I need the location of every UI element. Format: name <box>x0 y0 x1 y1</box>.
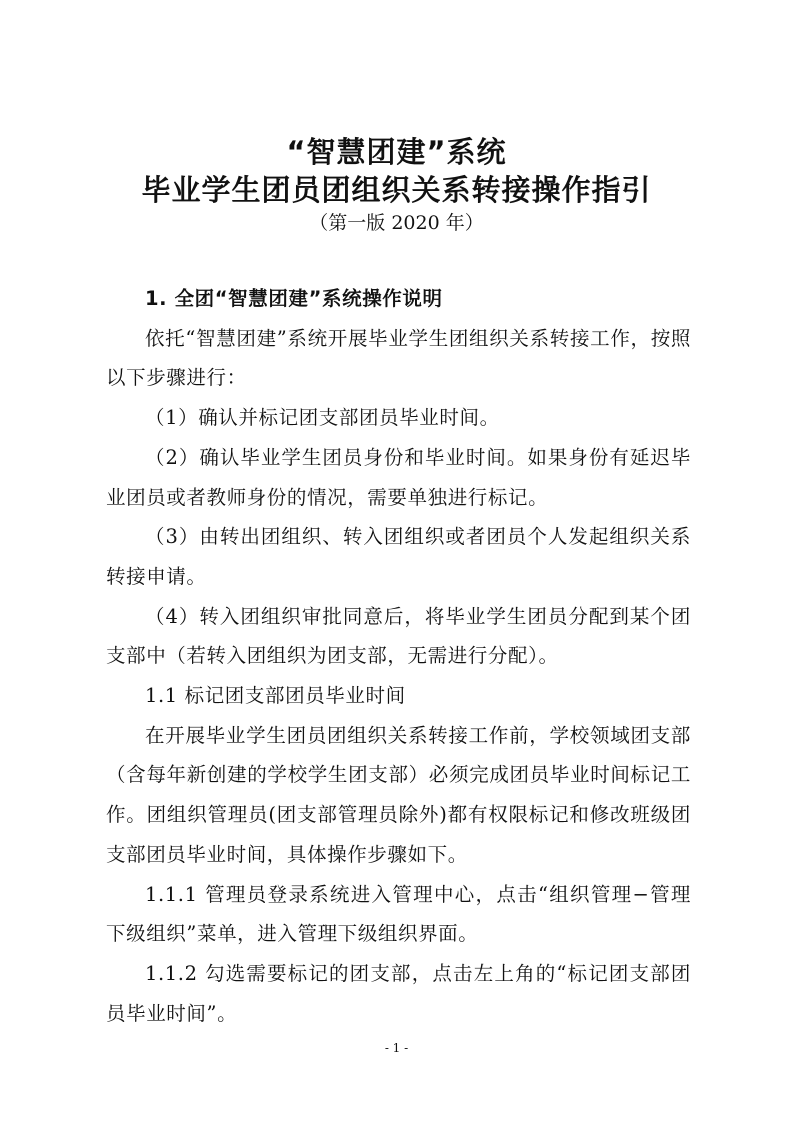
paragraph-1-1-2: 1.1.2 勾选需要标记的团支部，点击左上角的“标记团支部团员毕业时间”。 <box>106 961 691 1025</box>
paragraph-step-1: （1）确认并标记团支部团员毕业时间。 <box>145 406 500 430</box>
document-title-line-1: “智慧团建”系统 <box>286 135 507 169</box>
paragraph-step-3: （3）由转出团组织、转入团组织或者团员个人发起组织关系转接申请。 <box>106 525 691 588</box>
page-number: - 1 - <box>384 1041 409 1055</box>
paragraph-section-1-1: 在开展毕业学生团员团组织关系转接工作前，学校领域团支部（含每年新创建的学校学生团支部）必须完成团员毕业时间标记工作。团组织管理员(团支部管理员除外)都有权限标记和修改班级团支部团员毕业时间，具体操作步骤如下。 <box>106 723 691 866</box>
paragraph-1-1-1: 1.1.1 管理员登录系统进入管理中心，点击“组织管理−管理下级组织”菜单，进入管理下级组织界面。 <box>106 882 691 946</box>
section-heading-1-1: 1.1 标记团支部团员毕业时间 <box>145 684 406 708</box>
document-subtitle: （第一版 2020 年） <box>309 212 484 234</box>
paragraph-intro: 依托“智慧团建”系统开展毕业学生团组织关系转接工作，按照以下步骤进行： <box>106 326 691 390</box>
paragraph-step-4: （4）转入团组织审批同意后，将毕业学生团员分配到某个团支部中（若转入团组织为团支部，无需进行分配）。 <box>106 604 691 668</box>
document-body <box>106 279 691 1033</box>
paragraph-step-2: （2）确认毕业学生团员身份和毕业时间。如果身份有延迟毕业团员或者教师身份的情况，需要单独进行标记。 <box>106 445 691 509</box>
document-title-line-2: 毕业学生团员团组织关系转接操作指引 <box>141 173 652 207</box>
section-heading-1: 1. 全团“智慧团建”系统操作说明 <box>145 287 443 310</box>
